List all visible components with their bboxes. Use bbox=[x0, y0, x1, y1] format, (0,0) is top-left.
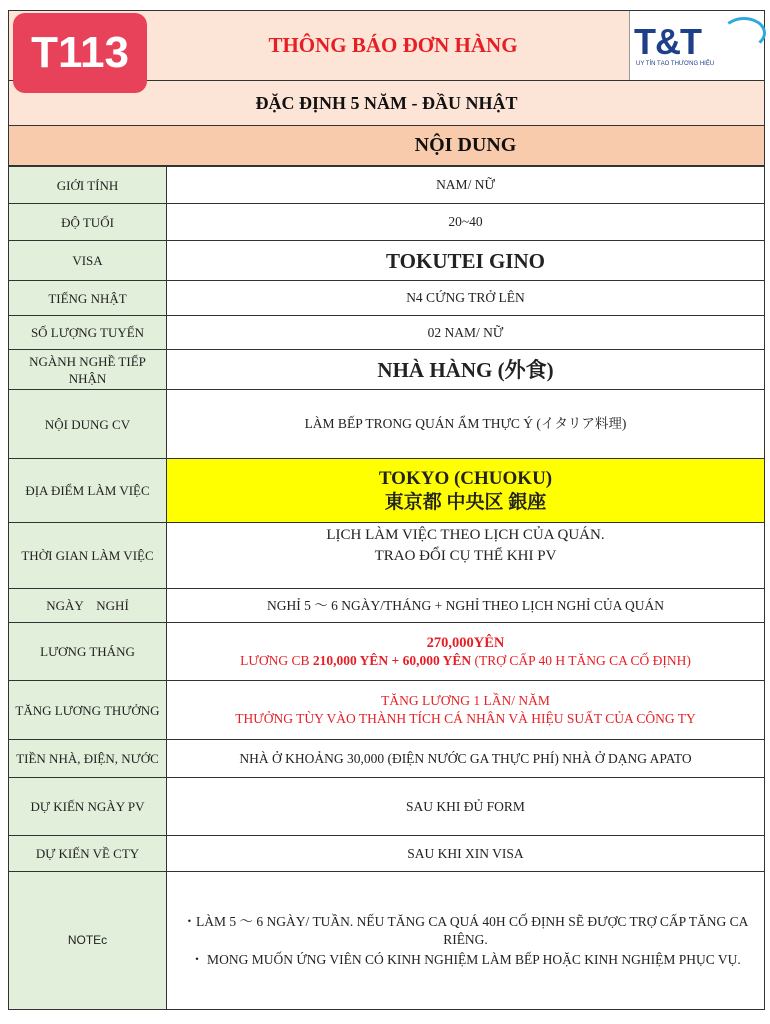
row-label-industry: NGÀNH NGHỀ TIẾP NHẬN bbox=[9, 350, 167, 390]
row-value-quantity: 02 NAM/ NỮ bbox=[167, 316, 765, 350]
table-row bbox=[9, 316, 765, 350]
location-line-1: TOKYO (CHUOKU) bbox=[378, 467, 553, 489]
row-label-housing: TIỀN NHÀ, ĐIỆN, NƯỚC bbox=[9, 740, 167, 778]
location-line-2: 東京都 中央区 銀座 bbox=[384, 491, 547, 513]
table-row bbox=[9, 281, 765, 316]
row-label-visa: VISA bbox=[9, 241, 167, 281]
row-label-interview: DỰ KIẾN NGÀY PV bbox=[9, 778, 167, 836]
row-label-gender: GIỚI TÍNH bbox=[9, 167, 167, 204]
table-row bbox=[9, 740, 765, 778]
table-row bbox=[9, 778, 765, 836]
row-value-location bbox=[167, 459, 765, 523]
table-row bbox=[9, 167, 765, 204]
content-heading bbox=[8, 126, 765, 166]
table-row bbox=[9, 204, 765, 241]
company-logo bbox=[629, 11, 764, 80]
row-label-raise: TĂNG LƯƠNG THƯỞNG bbox=[9, 681, 167, 740]
raise-line-1: TĂNG LƯƠNG 1 LẦN/ NĂM bbox=[381, 693, 550, 708]
logo-text: T&T bbox=[634, 21, 701, 62]
row-label-return: DỰ KIẾN VỀ CTY bbox=[9, 836, 167, 872]
content-heading-label: NỘI DUNG bbox=[414, 134, 517, 156]
row-value-interview: SAU KHI ĐỦ FORM bbox=[167, 778, 765, 836]
table-row bbox=[9, 836, 765, 872]
row-label-note: NOTEc bbox=[9, 872, 167, 1010]
table-row bbox=[9, 872, 765, 1010]
salary-prefix: LƯƠNG CB bbox=[240, 652, 313, 668]
hours-line-1: LỊCH LÀM VIỆC THEO LỊCH CỦA QUÁN. bbox=[326, 527, 605, 543]
table-row bbox=[9, 523, 765, 589]
row-value-gender: NAM/ NỮ bbox=[167, 167, 765, 204]
table-row bbox=[9, 390, 765, 459]
row-value-return: SAU KHI XIN VISA bbox=[167, 836, 765, 872]
logo-tagline: UY TÍN TẠO THƯƠNG HIỆU bbox=[636, 61, 715, 67]
page-title: THÔNG BÁO ĐƠN HÀNG bbox=[268, 33, 518, 57]
order-code-badge: T113 bbox=[13, 13, 147, 93]
salary-breakdown bbox=[171, 652, 760, 670]
table-row bbox=[9, 241, 765, 281]
row-label-quantity: SỐ LƯỢNG TUYỂN bbox=[9, 316, 167, 350]
row-value-raise bbox=[167, 681, 765, 740]
row-label-days-off: NGÀY NGHỈ bbox=[9, 589, 167, 623]
row-label-location: ĐỊA ĐIỂM LÀM VIỆC bbox=[9, 459, 167, 523]
hours-line-2: TRAO ĐỔI CỤ THỂ KHI PV bbox=[374, 548, 557, 564]
row-value-salary bbox=[167, 623, 765, 681]
table-row bbox=[9, 681, 765, 740]
row-value-age: 20~40 bbox=[167, 204, 765, 241]
row-value-visa: TOKUTEI GINO bbox=[167, 241, 765, 281]
raise-line-2: THƯỞNG TÙY VÀO THÀNH TÍCH CÁ NHÂN VÀ HIỆU SUẤT CỦA CÔNG TY bbox=[235, 711, 696, 726]
row-value-industry: NHÀ HÀNG (外食) bbox=[167, 350, 765, 390]
logo-swoosh-icon bbox=[722, 17, 766, 49]
details-table bbox=[8, 166, 765, 1010]
row-value-japanese: N4 CỨNG TRỞ LÊN bbox=[167, 281, 765, 316]
salary-total: 270,000YÊN bbox=[426, 634, 505, 651]
row-value-job: LÀM BẾP TRONG QUÁN ẨM THỰC Ý (イタリア料理) bbox=[167, 390, 765, 459]
row-value-housing: NHÀ Ở KHOẢNG 30,000 (ĐIỆN NƯỚC GA THỰC PHÍ) NHÀ Ở DẠNG APATO bbox=[167, 740, 765, 778]
row-value-note bbox=[167, 872, 765, 1010]
row-label-salary: LƯƠNG THÁNG bbox=[9, 623, 167, 681]
order-subtitle: ĐẶC ĐỊNH 5 NĂM - ĐẦU NHẬT bbox=[8, 81, 765, 126]
table-row bbox=[9, 459, 765, 523]
table-row bbox=[9, 350, 765, 390]
row-label-hours: THỜI GIAN LÀM VIỆC bbox=[9, 523, 167, 589]
job-order-sheet bbox=[8, 10, 765, 1013]
salary-suffix: (TRỢ CẤP 40 H TĂNG CA CỐ ĐỊNH) bbox=[471, 652, 691, 668]
row-label-japanese: TIẾNG NHẬT bbox=[9, 281, 167, 316]
salary-base: 210,000 YÊN + 60,000 YÊN bbox=[312, 652, 472, 668]
note-line-2: ・ MONG MUỐN ỨNG VIÊN CÓ KINH NGHIỆM LÀM BẾP HOẶC KINH NGHIỆM PHỤC VỤ. bbox=[190, 951, 741, 967]
row-label-job: NỘI DUNG CV bbox=[9, 390, 167, 459]
row-value-hours bbox=[167, 523, 765, 589]
table-row bbox=[9, 623, 765, 681]
row-label-age: ĐỘ TUỔI bbox=[9, 204, 167, 241]
row-value-days-off: NGHỈ 5 ～ 6 NGÀY/THÁNG + NGHỈ THEO LỊCH NGHỈ CỦA QUÁN bbox=[167, 589, 765, 623]
table-row bbox=[9, 589, 765, 623]
note-line-1: ・LÀM 5 ～ 6 NGÀY/ TUẦN. NẾU TĂNG CA QUÁ 40H CỐ ĐỊNH SẼ ĐƯỢC TRỢ CẤP TĂNG CA RIÊNG. bbox=[182, 913, 749, 947]
